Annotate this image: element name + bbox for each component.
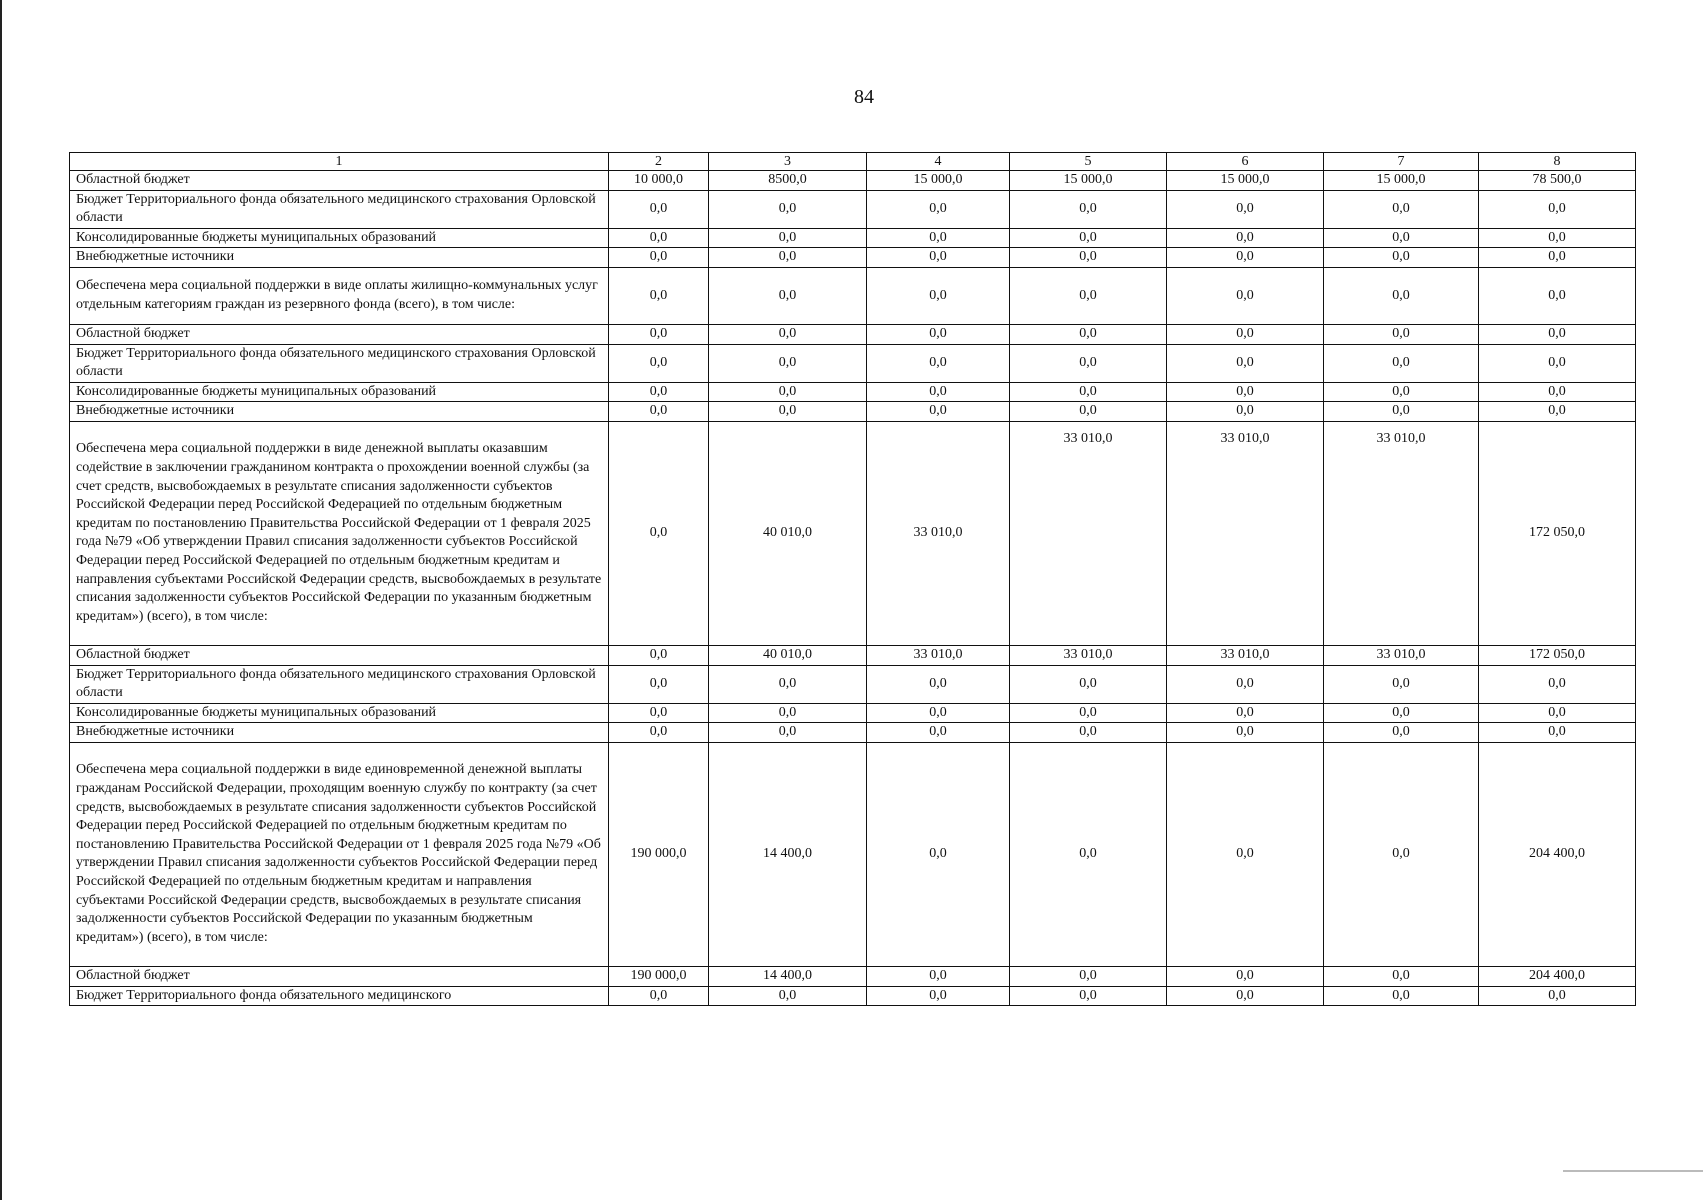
header-cell: 7	[1324, 153, 1479, 171]
value-cell: 15 000,0	[1324, 171, 1479, 191]
row-label: Внебюджетные источники	[70, 402, 609, 422]
value-cell: 15 000,0	[1167, 171, 1324, 191]
header-cell: 8	[1479, 153, 1636, 171]
value-cell: 0,0	[609, 402, 709, 422]
value-cell: 33 010,0	[867, 421, 1010, 645]
value-cell: 0,0	[1167, 344, 1324, 382]
value-cell: 15 000,0	[867, 171, 1010, 191]
value-cell: 0,0	[867, 742, 1010, 966]
row-label: Бюджет Территориального фонда обязательного медицинского страхования Орловской области	[70, 344, 609, 382]
value-cell: 0,0	[1324, 267, 1479, 324]
table-row	[70, 324, 1636, 344]
value-cell: 0,0	[867, 402, 1010, 422]
value-cell: 0,0	[867, 723, 1010, 743]
value-cell: 0,0	[1479, 986, 1636, 1006]
row-label: Консолидированные бюджеты муниципальных образований	[70, 703, 609, 723]
value-cell: 0,0	[1479, 703, 1636, 723]
value-cell: 0,0	[1167, 324, 1324, 344]
value-cell: 0,0	[1010, 742, 1167, 966]
table-row	[70, 421, 1636, 645]
scan-edge-left	[0, 0, 2, 1200]
value-cell: 0,0	[1167, 402, 1324, 422]
value-cell: 33 010,0	[1167, 421, 1324, 645]
value-cell: 0,0	[1479, 382, 1636, 402]
value-cell: 33 010,0	[1324, 645, 1479, 665]
value-cell: 0,0	[1010, 966, 1167, 986]
value-cell: 0,0	[609, 421, 709, 645]
table-row	[70, 267, 1636, 324]
value-cell: 0,0	[1479, 190, 1636, 228]
value-cell: 40 010,0	[709, 421, 867, 645]
table-row	[70, 382, 1636, 402]
value-cell: 0,0	[1479, 344, 1636, 382]
value-cell: 78 500,0	[1479, 171, 1636, 191]
value-cell: 0,0	[1479, 267, 1636, 324]
value-cell: 0,0	[867, 665, 1010, 703]
header-cell: 5	[1010, 153, 1167, 171]
value-cell: 0,0	[1010, 324, 1167, 344]
table-row	[70, 171, 1636, 191]
table-row	[70, 190, 1636, 228]
value-cell: 0,0	[709, 190, 867, 228]
value-cell: 0,0	[1167, 986, 1324, 1006]
header-cell: 6	[1167, 153, 1324, 171]
row-label: Областной бюджет	[70, 324, 609, 344]
value-cell: 172 050,0	[1479, 645, 1636, 665]
value-cell: 0,0	[867, 382, 1010, 402]
value-cell: 0,0	[609, 267, 709, 324]
value-cell: 0,0	[1324, 966, 1479, 986]
value-cell: 0,0	[709, 382, 867, 402]
value-cell: 0,0	[609, 645, 709, 665]
value-cell: 0,0	[1324, 190, 1479, 228]
value-cell: 0,0	[1167, 742, 1324, 966]
value-cell: 0,0	[709, 324, 867, 344]
row-label: Внебюджетные источники	[70, 248, 609, 268]
value-cell: 0,0	[609, 723, 709, 743]
value-cell: 0,0	[1010, 248, 1167, 268]
row-label: Бюджет Территориального фонда обязательного медицинского страхования Орловской области	[70, 190, 609, 228]
value-cell: 0,0	[1010, 402, 1167, 422]
header-cell: 3	[709, 153, 867, 171]
value-cell: 0,0	[1167, 267, 1324, 324]
scan-edge-right	[1563, 1170, 1703, 1172]
value-cell: 0,0	[1167, 190, 1324, 228]
value-cell: 14 400,0	[709, 742, 867, 966]
value-cell: 33 010,0	[1010, 645, 1167, 665]
value-cell: 0,0	[1167, 703, 1324, 723]
table-row	[70, 723, 1636, 743]
value-cell: 0,0	[1010, 190, 1167, 228]
value-cell: 40 010,0	[709, 645, 867, 665]
value-cell: 0,0	[1167, 382, 1324, 402]
row-label: Консолидированные бюджеты муниципальных образований	[70, 382, 609, 402]
value-cell: 0,0	[709, 402, 867, 422]
value-cell: 33 010,0	[1010, 421, 1167, 645]
value-cell: 0,0	[1010, 344, 1167, 382]
header-cell: 4	[867, 153, 1010, 171]
value-cell: 0,0	[709, 248, 867, 268]
value-cell: 10 000,0	[609, 171, 709, 191]
value-cell: 33 010,0	[867, 645, 1010, 665]
value-cell: 0,0	[1324, 742, 1479, 966]
value-cell: 0,0	[867, 228, 1010, 248]
value-cell: 0,0	[609, 248, 709, 268]
value-cell: 0,0	[609, 703, 709, 723]
table-row	[70, 665, 1636, 703]
value-cell: 0,0	[1479, 248, 1636, 268]
row-label: Областной бюджет	[70, 645, 609, 665]
value-cell: 0,0	[1324, 344, 1479, 382]
value-cell: 0,0	[709, 665, 867, 703]
page-number: 84	[854, 86, 874, 108]
value-cell: 15 000,0	[1010, 171, 1167, 191]
value-cell: 0,0	[1167, 966, 1324, 986]
value-cell: 33 010,0	[1324, 421, 1479, 645]
value-cell: 0,0	[609, 986, 709, 1006]
value-cell: 0,0	[867, 248, 1010, 268]
value-cell: 0,0	[867, 703, 1010, 723]
value-cell: 0,0	[1324, 382, 1479, 402]
value-cell: 0,0	[1324, 248, 1479, 268]
row-label: Внебюджетные источники	[70, 723, 609, 743]
row-label: Обеспечена мера социальной поддержки в виде денежной выплаты оказавшим содействие в заключении гражданином контракта о прохождении военной службы (за счет средств, высвобождаемых в результате списания задолженности субъектов Российской Федерации перед Российской Федерацией по отдельным бюджетным кредитам по постановлению Правительства Российской Федерации от 1 февраля 2025 года №79 «Об утверждении Правил списания задолженности субъектов Российской Федерации перед Российской Федерацией по отдельным бюджетным кредитам и направления субъектами Российской Федерации средств, высвобождаемых в результате списания задолженности субъектов Российской Федерации по указанным бюджетным кредитам») (всего), в том числе:	[70, 421, 609, 645]
value-cell: 0,0	[1010, 267, 1167, 324]
value-cell: 0,0	[709, 723, 867, 743]
table-row	[70, 645, 1636, 665]
value-cell: 204 400,0	[1479, 742, 1636, 966]
value-cell: 0,0	[1167, 248, 1324, 268]
value-cell: 0,0	[1324, 986, 1479, 1006]
value-cell: 0,0	[1167, 723, 1324, 743]
value-cell: 0,0	[1324, 723, 1479, 743]
value-cell: 0,0	[867, 190, 1010, 228]
table-row	[70, 742, 1636, 966]
value-cell: 0,0	[1324, 228, 1479, 248]
value-cell: 0,0	[609, 344, 709, 382]
value-cell: 0,0	[1010, 228, 1167, 248]
row-label: Обеспечена мера социальной поддержки в виде оплаты жилищно-коммунальных услуг отдельным категориям граждан из резервного фонда (всего), в том числе:	[70, 267, 609, 324]
value-cell: 0,0	[709, 267, 867, 324]
value-cell: 190 000,0	[609, 966, 709, 986]
budget-table	[69, 152, 1636, 1006]
value-cell: 33 010,0	[1167, 645, 1324, 665]
value-cell: 0,0	[709, 986, 867, 1006]
value-cell: 0,0	[1010, 723, 1167, 743]
value-cell: 0,0	[867, 966, 1010, 986]
row-label: Бюджет Территориального фонда обязательного медицинского страхования Орловской области	[70, 665, 609, 703]
table-row	[70, 986, 1636, 1006]
value-cell: 0,0	[1324, 324, 1479, 344]
row-label: Областной бюджет	[70, 966, 609, 986]
value-cell: 0,0	[609, 382, 709, 402]
value-cell: 0,0	[1010, 703, 1167, 723]
row-label: Консолидированные бюджеты муниципальных образований	[70, 228, 609, 248]
value-cell: 0,0	[609, 324, 709, 344]
table-header-row	[70, 153, 1636, 171]
value-cell: 0,0	[609, 665, 709, 703]
value-cell: 0,0	[1324, 402, 1479, 422]
value-cell: 0,0	[1010, 665, 1167, 703]
table-row	[70, 344, 1636, 382]
header-cell: 1	[70, 153, 609, 171]
table-row	[70, 228, 1636, 248]
value-cell: 0,0	[1010, 986, 1167, 1006]
table-row	[70, 248, 1636, 268]
table-row	[70, 966, 1636, 986]
value-cell: 0,0	[867, 986, 1010, 1006]
value-cell: 0,0	[1010, 382, 1167, 402]
value-cell: 0,0	[1479, 402, 1636, 422]
row-label: Бюджет Территориального фонда обязательного медицинского	[70, 986, 609, 1006]
row-label: Обеспечена мера социальной поддержки в виде единовременной денежной выплаты гражданам Российской Федерации, проходящим военную службу по контракту (за счет средств, высвобождаемых в результате списания задолженности субъектов Российской Федерации перед Российской Федерацией по отдельным бюджетным кредитам по постановлению Правительства Российской Федерации от 1 февраля 2025 года №79 «Об утверждении Правил списания задолженности субъектов Российской Федерации перед Российской Федерацией по отдельным бюджетным кредитам и направления субъектами Российской Федерации средств, высвобождаемых в результате списания задолженности субъектов Российской Федерации по указанным бюджетным кредитам») (всего), в том числе:	[70, 742, 609, 966]
value-cell: 0,0	[867, 324, 1010, 344]
value-cell: 0,0	[709, 344, 867, 382]
value-cell: 0,0	[709, 228, 867, 248]
value-cell: 0,0	[1324, 703, 1479, 723]
table-row	[70, 703, 1636, 723]
value-cell: 0,0	[1479, 324, 1636, 344]
value-cell: 190 000,0	[609, 742, 709, 966]
value-cell: 8500,0	[709, 171, 867, 191]
value-cell: 0,0	[609, 228, 709, 248]
value-cell: 0,0	[867, 267, 1010, 324]
row-label: Областной бюджет	[70, 171, 609, 191]
value-cell: 0,0	[867, 344, 1010, 382]
value-cell: 0,0	[609, 190, 709, 228]
value-cell: 172 050,0	[1479, 421, 1636, 645]
value-cell: 0,0	[1479, 228, 1636, 248]
value-cell: 204 400,0	[1479, 966, 1636, 986]
value-cell: 0,0	[1324, 665, 1479, 703]
value-cell: 0,0	[1167, 228, 1324, 248]
header-cell: 2	[609, 153, 709, 171]
value-cell: 14 400,0	[709, 966, 867, 986]
value-cell: 0,0	[1479, 723, 1636, 743]
value-cell: 0,0	[709, 703, 867, 723]
value-cell: 0,0	[1479, 665, 1636, 703]
value-cell: 0,0	[1167, 665, 1324, 703]
table-row	[70, 402, 1636, 422]
